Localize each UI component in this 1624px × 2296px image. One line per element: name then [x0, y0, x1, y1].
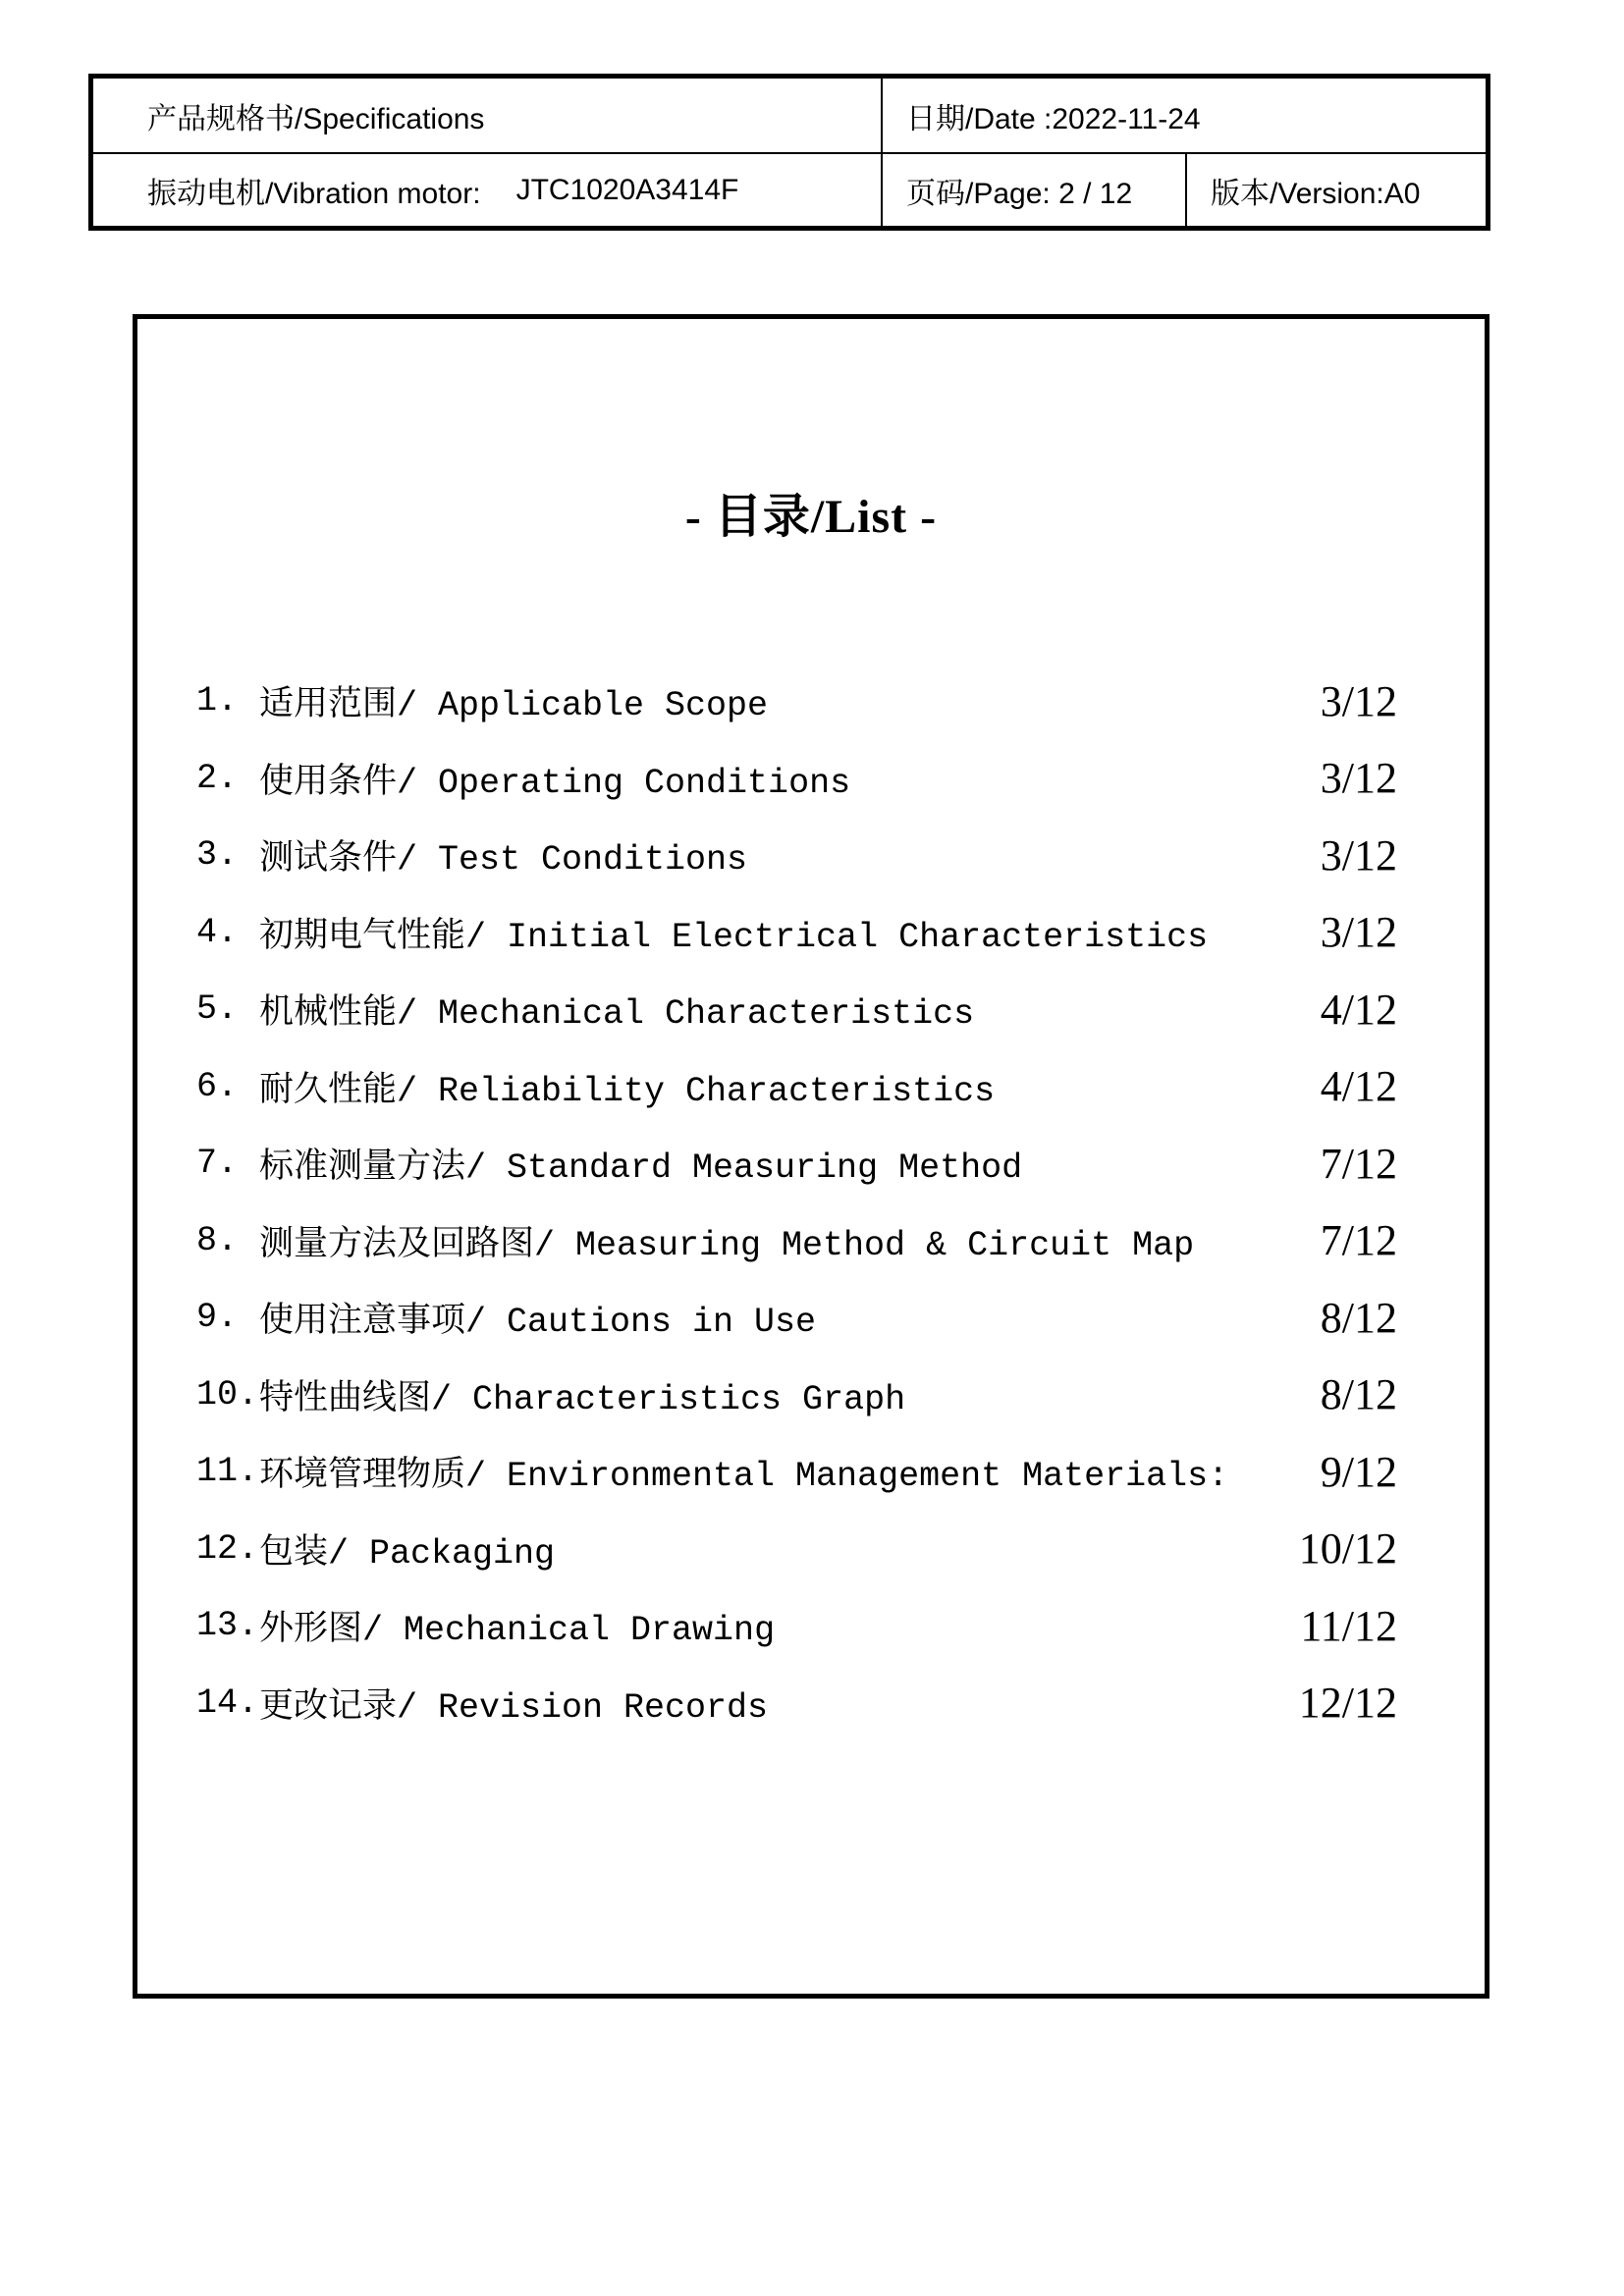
toc-item-page: 8/12 [1320, 1293, 1397, 1342]
header-row-2 [93, 154, 1486, 226]
toc-item-number: 13. [196, 1606, 259, 1646]
toc-row [196, 1665, 1397, 1742]
toc-item-label: 标准测量方法/ Standard Measuring Method [259, 1148, 1023, 1189]
toc-item-label: 适用范围/ Applicable Scope [259, 686, 769, 726]
toc-row [196, 1125, 1397, 1202]
toc-item-number: 8. [196, 1220, 239, 1260]
page-number: 页码/Page: 2 / 12 [906, 177, 1133, 210]
toc-item-page: 11/12 [1300, 1601, 1397, 1650]
toc-title: - 目录/List - [684, 491, 938, 543]
toc-row [196, 1202, 1397, 1280]
toc-item-page: 7/12 [1320, 1216, 1397, 1265]
toc-item-page: 3/12 [1320, 754, 1397, 803]
toc-item-label: 使用条件/ Operating Conditions [259, 763, 851, 803]
toc-item-number: 12. [196, 1528, 259, 1569]
toc-item-page: 12/12 [1298, 1679, 1397, 1728]
motor-model-number: JTC1020A3414F [515, 173, 739, 206]
spec-title: 产品规格书/Specifications [147, 102, 485, 135]
toc-item-number: 4. [196, 912, 239, 952]
toc-item-number: 6. [196, 1066, 239, 1106]
header-row-1 [93, 79, 1486, 154]
toc-list [137, 663, 1485, 1741]
document-header-table [88, 74, 1490, 231]
toc-item-page: 4/12 [1320, 1062, 1397, 1111]
toc-content-box [133, 314, 1489, 1999]
toc-item-page: 8/12 [1320, 1370, 1397, 1419]
date-cell [883, 79, 1486, 152]
motor-model-cell [93, 154, 883, 226]
toc-item-label: 测试条件/ Test Conditions [259, 840, 748, 881]
toc-item-label: 初期电气性能/ Initial Electrical Characteristics [259, 917, 1209, 957]
toc-row [196, 1048, 1397, 1126]
toc-item-page: 7/12 [1320, 1139, 1397, 1188]
toc-item-label: 包装/ Packaging [259, 1533, 556, 1574]
toc-item-number: 9. [196, 1298, 239, 1338]
version-cell [1187, 154, 1486, 226]
toc-item-page: 3/12 [1320, 830, 1397, 880]
toc-row [196, 817, 1397, 894]
motor-label: 振动电机/Vibration motor: [147, 177, 481, 210]
toc-item-number: 5. [196, 989, 239, 1030]
toc-row [196, 1587, 1397, 1665]
toc-item-label: 特性曲线图/ Characteristics Graph [259, 1379, 906, 1419]
toc-row [196, 1433, 1397, 1511]
toc-item-label: 环境管理物质/ Environmental Management Materials: [259, 1457, 1229, 1497]
toc-item-label: 耐久性能/ Reliability Characteristics [259, 1071, 996, 1111]
spec-title-cell [93, 79, 883, 152]
toc-item-label: 机械性能/ Mechanical Characteristics [259, 994, 975, 1035]
toc-item-number: 11. [196, 1452, 259, 1492]
version-value: 版本/Version:A0 [1211, 177, 1421, 210]
toc-item-number: 1. [196, 681, 239, 721]
page-number-cell [883, 154, 1187, 226]
toc-item-page: 3/12 [1320, 676, 1397, 725]
toc-item-number: 2. [196, 758, 239, 798]
toc-item-page: 3/12 [1320, 908, 1397, 957]
toc-row [196, 971, 1397, 1048]
toc-item-label: 外形图/ Mechanical Drawing [259, 1611, 776, 1651]
toc-item-label: 测量方法及回路图/ Measuring Method & Circuit Map [259, 1225, 1195, 1265]
toc-item-number: 14. [196, 1682, 259, 1723]
date-value: 日期/Date :2022-11-24 [906, 102, 1201, 135]
toc-item-number: 3. [196, 835, 239, 876]
toc-item-page: 10/12 [1298, 1524, 1397, 1574]
toc-row [196, 1279, 1397, 1357]
toc-row [196, 1511, 1397, 1588]
toc-row [196, 663, 1397, 740]
toc-item-number: 7. [196, 1144, 239, 1184]
toc-row [196, 1357, 1397, 1434]
toc-item-page: 9/12 [1320, 1447, 1397, 1496]
toc-item-label: 使用注意事项/ Cautions in Use [259, 1303, 817, 1343]
toc-item-number: 10. [196, 1374, 259, 1415]
toc-item-label: 更改记录/ Revision Records [259, 1687, 769, 1728]
toc-row [196, 740, 1397, 818]
toc-row [196, 894, 1397, 972]
toc-item-page: 4/12 [1320, 985, 1397, 1034]
